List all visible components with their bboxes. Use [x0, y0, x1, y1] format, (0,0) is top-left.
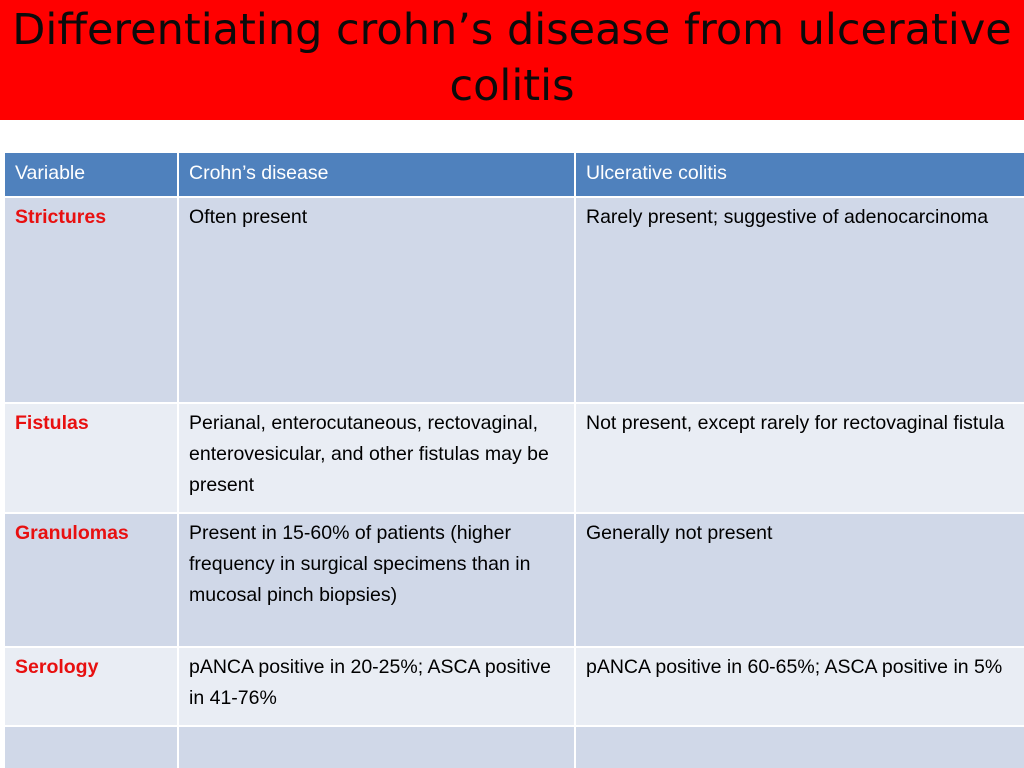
row-uc-cell — [575, 726, 1024, 768]
table-row — [4, 197, 1024, 403]
row-crohns-cell: pANCA positive in 20-25%; ASCA positive in 41-76% — [178, 647, 575, 726]
table-row — [4, 403, 1024, 513]
table-row — [4, 647, 1024, 726]
row-variable: Granulomas — [4, 513, 178, 647]
row-crohns-cell: Often present — [178, 197, 575, 403]
slide-title: Differentiating crohn’s disease from ulcerative colitis — [12, 5, 1012, 111]
table-header-row — [4, 152, 1024, 197]
header-crohns: Crohn’s disease — [178, 152, 575, 197]
title-bar — [0, 0, 1024, 120]
table-row — [4, 513, 1024, 647]
row-uc-cell: Rarely present; suggestive of adenocarcinoma — [575, 197, 1024, 403]
row-uc-cell: pANCA positive in 60-65%; ASCA positive in 5% — [575, 647, 1024, 726]
row-variable: Serology — [4, 647, 178, 726]
row-crohns-cell: Present in 15-60% of patients (higher frequency in surgical specimens than in mucosal pinch biopsies) — [178, 513, 575, 647]
row-variable — [4, 726, 178, 768]
comparison-table — [3, 151, 1024, 768]
row-crohns-cell: Perianal, enterocutaneous, rectovaginal, enterovesicular, and other fistulas may be present — [178, 403, 575, 513]
header-variable: Variable — [4, 152, 178, 197]
row-uc-cell: Not present, except rarely for rectovaginal fistula — [575, 403, 1024, 513]
table-row — [4, 726, 1024, 768]
row-variable: Strictures — [4, 197, 178, 403]
row-crohns-cell — [178, 726, 575, 768]
row-variable: Fistulas — [4, 403, 178, 513]
row-uc-cell: Generally not present — [575, 513, 1024, 647]
header-ulcerative-colitis: Ulcerative colitis — [575, 152, 1024, 197]
